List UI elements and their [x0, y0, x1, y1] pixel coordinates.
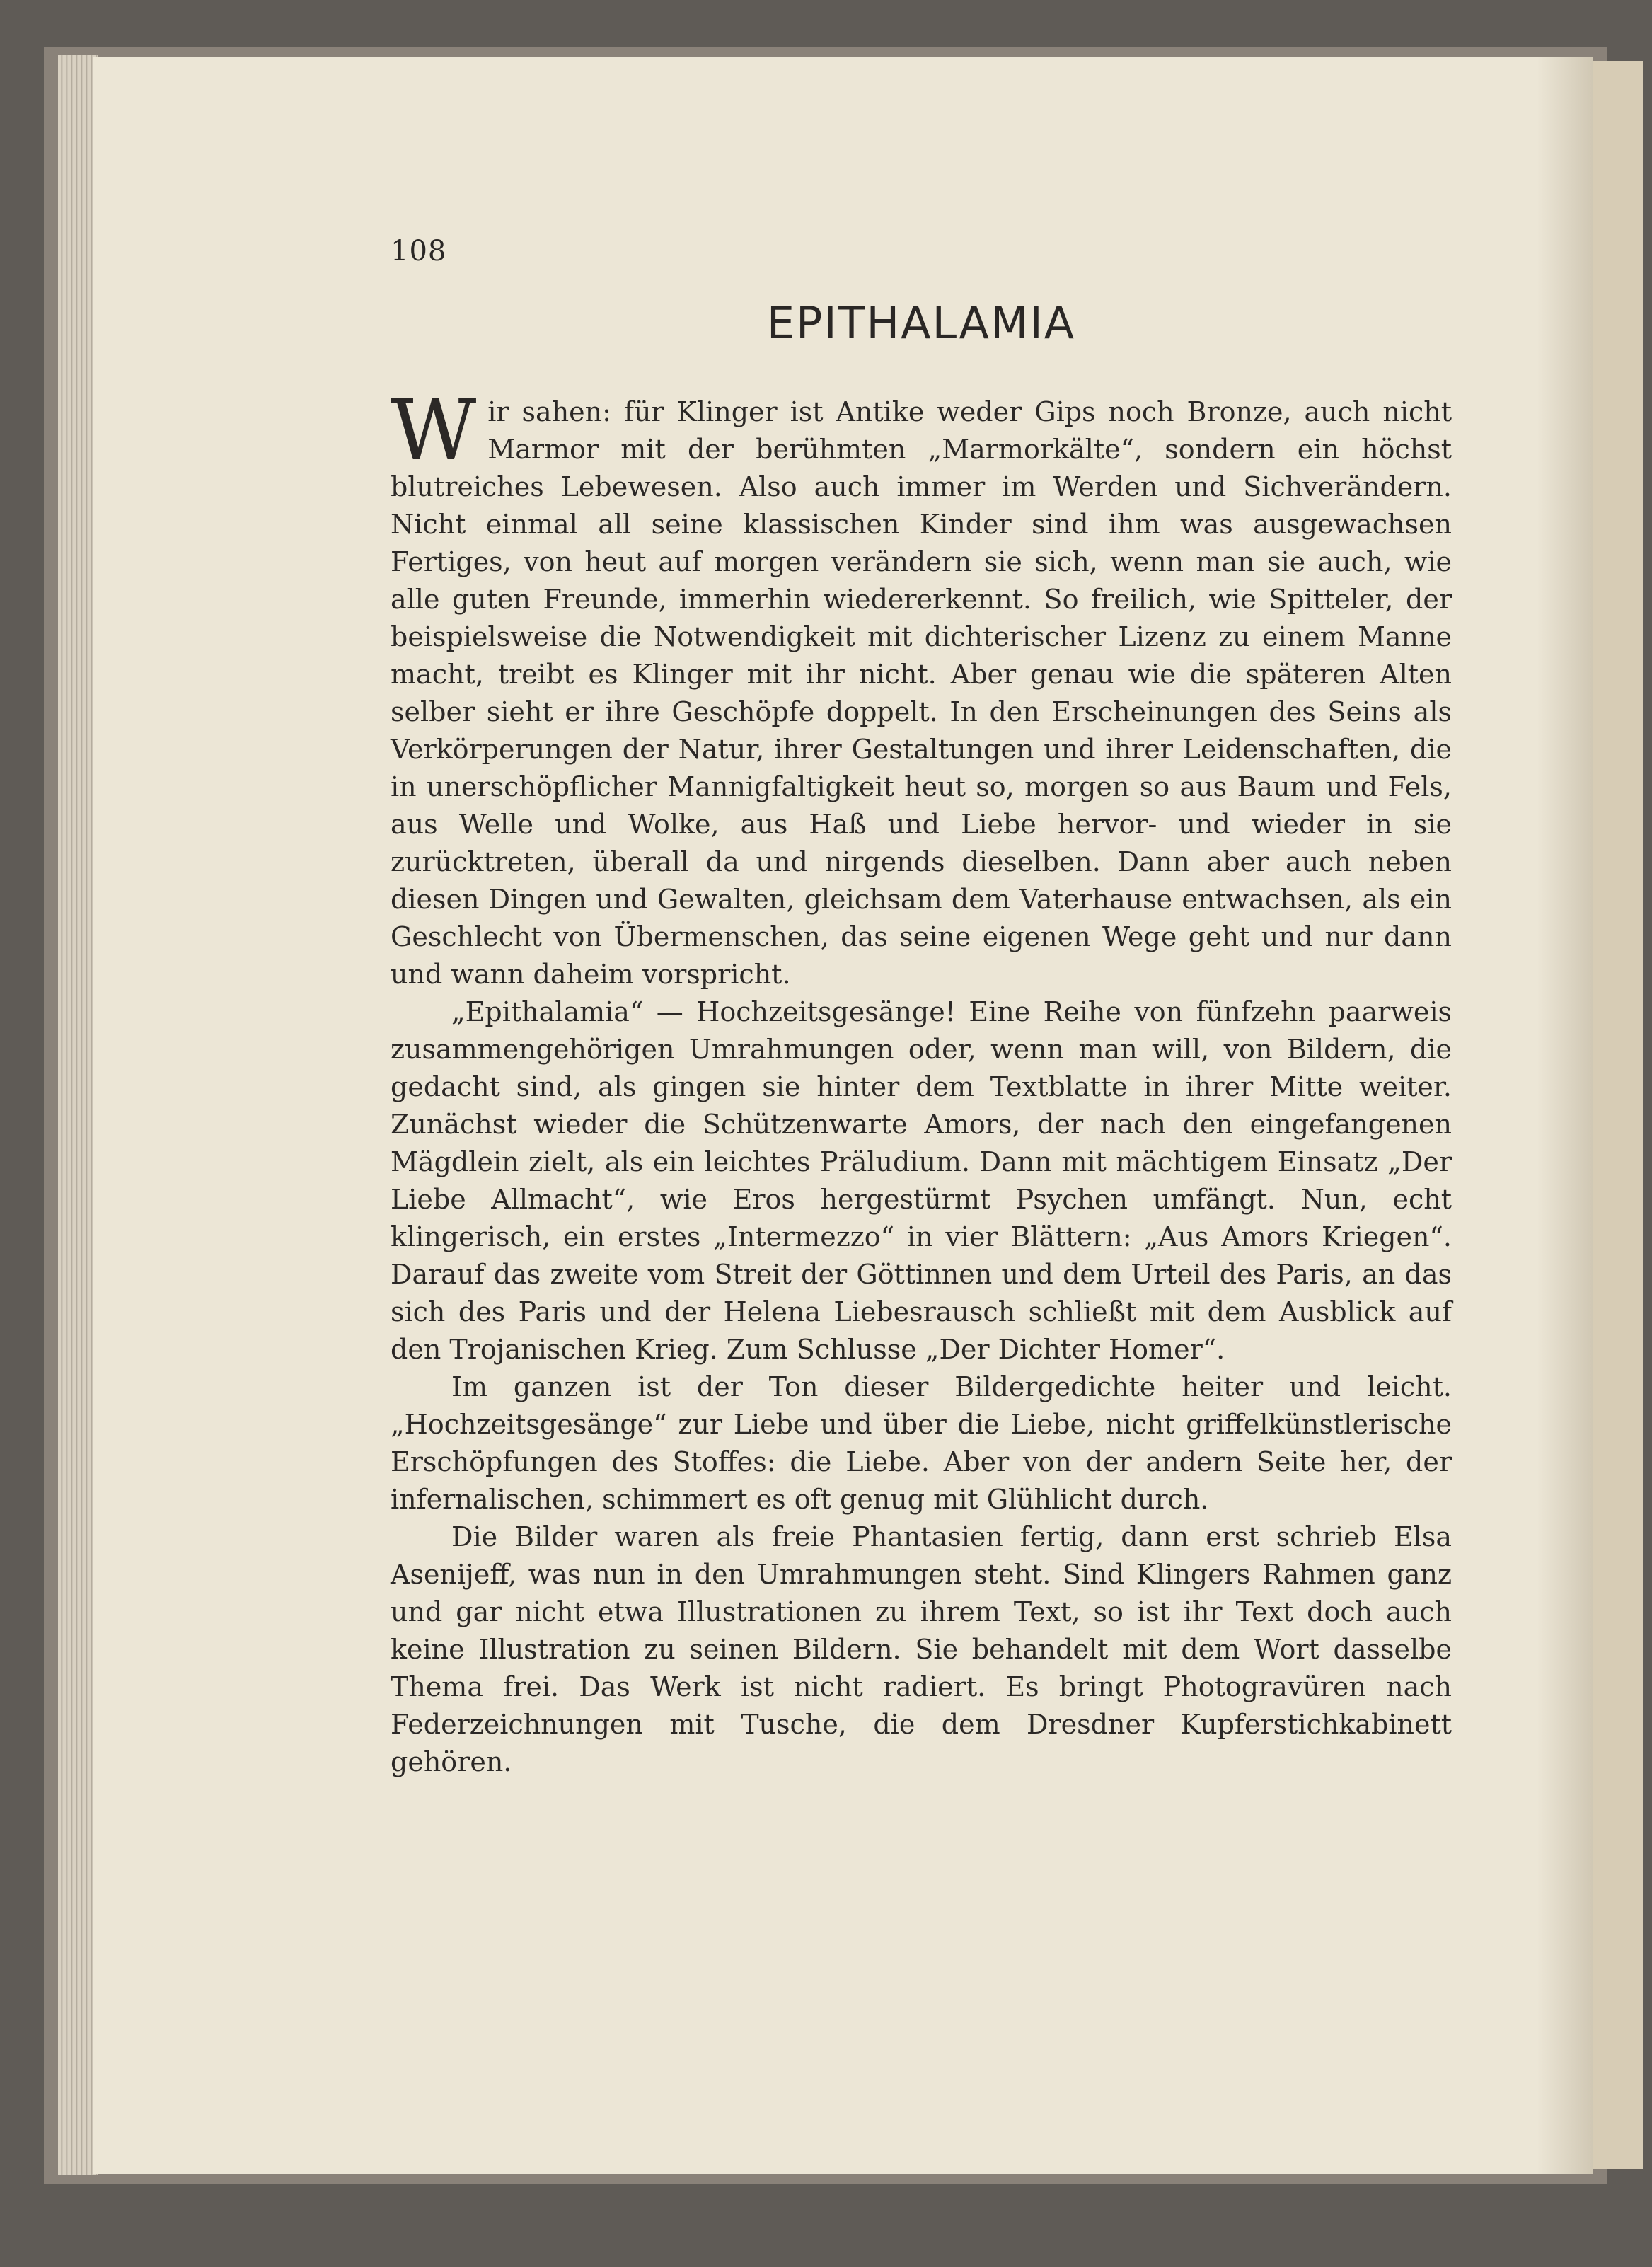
paragraph-2: „Epithalamia“ — Hochzeitsgesänge! Eine Reihe von fünfzehn paarweis zusammengehörigen Umrahmungen oder, wenn man will, von Bildern, die gedacht sind, als gingen sie hinter dem Textblatte in ihrer Mitte weiter. Zunächst wieder die Schützenwarte Amors, der nach den eingefangenen Mägdlein zielt, als ein leichtes Präludium. Dann mit mächtigem Einsatz „Der Liebe Allmacht“, wie Eros hergestürmt Psychen umfängt. Nun, echt klingerisch, ein erstes „Intermezzo“ in vier Blättern: „Aus Amors Kriegen“. Darauf das zweite vom Streit der Göttinnen und dem Urteil des Paris, an das sich des Paris und der Helena Liebesrausch schließt mit dem Ausblick auf den Trojanischen Krieg. Zum Schlusse „Der Dichter Homer“.: [391, 996, 1452, 1365]
paragraph-1-text: ir sahen: für Klinger ist Antike weder Gips noch Bronze, auch nicht Marmor mit der berühmten „Marmorkälte“, sondern ein höchst blutreiches Lebewesen. Also auch immer im Werden und Sichverändern. Nicht einmal all seine klassischen Kinder sind ihm was ausgewachsen Fertiges, von heut auf morgen verändern sie sich, wenn man sie auch, wie alle guten Freunde, immerhin wiedererkennt. So freilich, wie Spitteler, der beispielsweise die Notwendigkeit mit dichterischer Lizenz zu einem Manne macht, treibt es Klinger mit ihr nicht. Aber genau wie die späteren Alten selber sieht er ihre Geschöpfe doppelt. In den Erscheinungen des Seins als Verkörperungen der Natur, ihrer Gestaltungen und ihrer Leidenschaften, die in unerschöpflicher Mannigfaltigkeit heut so, morgen so aus Baum und Fels, aus Welle und Wolke, aus Haß und Liebe hervor- und wieder in sie zurücktreten, überall da und nirgends dieselben. Dann aber auch neben diesen Dingen und Gewalten, gleichsam dem Vaterhause entwachsen, als ein Geschlecht von Übermenschen, das seine eigenen Wege geht und nur dann und wann daheim vorspricht.: [391, 396, 1452, 990]
page-edges: [58, 55, 98, 2175]
paragraph-1: [391, 381, 1452, 993]
gutter-shadow: [1537, 57, 1593, 2174]
body-text: [391, 381, 1452, 1781]
page-number: 108: [391, 235, 447, 267]
paragraph-3: Im ganzen ist der Ton dieser Bildergedichte heiter und leicht. „Hochzeitsgesänge“ zur Liebe und über die Liebe, nicht griffelkünstlerische Erschöpfungen des Stoffes: die Liebe. Aber von der andern Seite her, der infernalischen, schimmert es oft genug mit Glühlicht durch.: [391, 1371, 1452, 1515]
paragraph-4: Die Bilder waren als freie Phantasien fertig, dann erst schrieb Elsa Asenijeff, was nun in den Umrahmungen steht. Sind Klingers Rahmen ganz und gar nicht etwa Illustrationen zu ihrem Text, so ist ihr Text doch auch keine Illustration zu seinen Bildern. Sie behandelt mit dem Wort dasselbe Thema frei. Das Werk ist nicht radiert. Es bringt Photogravüren nach Federzeichnungen mit Tusche, die dem Dresdner Kupferstichkabinett gehören.: [391, 1521, 1452, 1777]
drop-cap: W: [391, 381, 477, 479]
facing-page-edge: [1593, 61, 1643, 2169]
page-title: EPITHALAMIA: [766, 297, 1076, 349]
